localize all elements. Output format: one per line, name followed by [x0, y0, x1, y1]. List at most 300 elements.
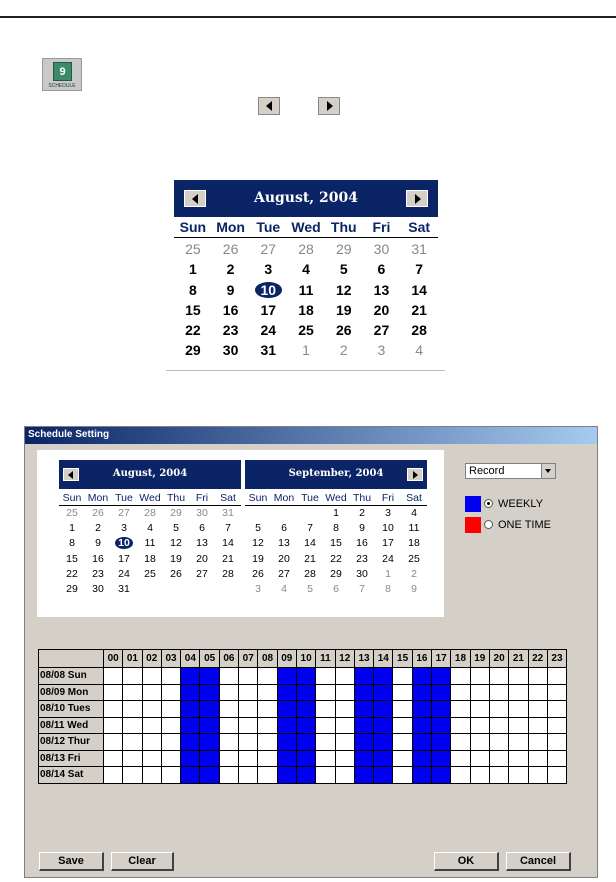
day-cell[interactable]: 2 — [339, 342, 348, 359]
schedule-cell[interactable] — [470, 734, 489, 751]
schedule-cell[interactable] — [547, 767, 566, 784]
schedule-cell[interactable] — [335, 750, 354, 767]
day-cell[interactable]: 16 — [356, 537, 368, 550]
schedule-cell[interactable] — [258, 750, 277, 767]
day-cell[interactable]: 25 — [185, 241, 201, 257]
schedule-cell-active[interactable] — [354, 750, 373, 767]
schedule-cell[interactable] — [451, 668, 470, 685]
schedule-cell[interactable] — [489, 684, 508, 701]
schedule-cell-active[interactable] — [200, 717, 219, 734]
schedule-cell[interactable] — [509, 767, 528, 784]
day-cell[interactable]: 3 — [385, 507, 391, 519]
day-cell[interactable]: 14 — [222, 537, 234, 550]
schedule-cell[interactable] — [161, 750, 180, 767]
schedule-cell[interactable] — [489, 668, 508, 685]
schedule-cell-active[interactable] — [200, 668, 219, 685]
day-cell[interactable]: 12 — [170, 537, 182, 550]
day-cell[interactable]: 26 — [92, 507, 104, 519]
day-cell[interactable]: 29 — [66, 582, 78, 595]
schedule-cell[interactable] — [123, 701, 142, 718]
day-cell[interactable]: 27 — [260, 241, 277, 257]
schedule-cell[interactable] — [123, 668, 142, 685]
schedule-cell[interactable] — [547, 668, 566, 685]
day-cell[interactable]: 23 — [92, 567, 104, 580]
schedule-cell[interactable] — [258, 717, 277, 734]
day-cell[interactable]: 25 — [408, 552, 420, 565]
schedule-cell[interactable] — [239, 668, 258, 685]
day-cell[interactable]: 2 — [359, 507, 365, 519]
day-cell[interactable]: 29 — [330, 567, 342, 580]
schedule-cell-active[interactable] — [181, 701, 200, 718]
day-cell[interactable]: 24 — [118, 567, 130, 580]
schedule-cell[interactable] — [393, 717, 412, 734]
schedule-cell-active[interactable] — [181, 668, 200, 685]
day-cell[interactable]: 20 — [196, 552, 208, 565]
schedule-cell[interactable] — [219, 750, 238, 767]
schedule-cell-active[interactable] — [277, 734, 296, 751]
schedule-cell[interactable] — [161, 734, 180, 751]
schedule-cell-active[interactable] — [181, 750, 200, 767]
day-cell[interactable]: 17 — [382, 537, 394, 550]
schedule-cell[interactable] — [258, 734, 277, 751]
schedule-cell-active[interactable] — [432, 734, 451, 751]
schedule-cell-active[interactable] — [412, 701, 431, 718]
schedule-cell[interactable] — [104, 767, 123, 784]
schedule-cell[interactable] — [489, 750, 508, 767]
clear-button[interactable]: Clear — [111, 852, 174, 871]
day-cell[interactable]: 31 — [260, 342, 277, 359]
day-cell[interactable]: 5 — [255, 522, 261, 535]
day-cell[interactable]: 23 — [222, 322, 239, 339]
schedule-cell-active[interactable] — [181, 767, 200, 784]
schedule-cell[interactable] — [142, 684, 161, 701]
schedule-cell-active[interactable] — [277, 767, 296, 784]
day-cell[interactable]: 1 — [385, 567, 391, 580]
day-cell[interactable]: 25 — [298, 322, 314, 339]
schedule-cell[interactable] — [123, 750, 142, 767]
schedule-cell[interactable] — [528, 767, 547, 784]
schedule-cell[interactable] — [123, 767, 142, 784]
day-cell[interactable]: 4 — [415, 342, 424, 359]
schedule-cell[interactable] — [470, 684, 489, 701]
schedule-cell-active[interactable] — [374, 684, 393, 701]
schedule-cell[interactable] — [451, 684, 470, 701]
day-cell[interactable]: 14 — [411, 281, 427, 298]
schedule-cell[interactable] — [239, 684, 258, 701]
day-cell[interactable]: 4 — [147, 522, 153, 535]
day-cell[interactable]: 26 — [252, 567, 264, 580]
day-cell[interactable]: 28 — [304, 567, 316, 580]
day-cell[interactable]: 23 — [356, 552, 368, 565]
schedule-cell-active[interactable] — [374, 701, 393, 718]
day-cell[interactable]: 25 — [144, 567, 156, 580]
schedule-cell-active[interactable] — [412, 750, 431, 767]
schedule-cell[interactable] — [547, 717, 566, 734]
schedule-cell[interactable] — [258, 668, 277, 685]
schedule-cell-active[interactable] — [374, 717, 393, 734]
schedule-cell[interactable] — [239, 701, 258, 718]
schedule-cell[interactable] — [239, 750, 258, 767]
ok-button[interactable]: OK — [434, 852, 499, 871]
day-cell[interactable]: 17 — [118, 552, 130, 565]
day-cell[interactable]: 19 — [170, 552, 182, 565]
schedule-cell[interactable] — [104, 750, 123, 767]
schedule-cell[interactable] — [470, 750, 489, 767]
schedule-cell[interactable] — [219, 734, 238, 751]
schedule-cell[interactable] — [528, 734, 547, 751]
day-cell[interactable]: 24 — [260, 322, 277, 339]
schedule-cell[interactable] — [142, 750, 161, 767]
day-cell[interactable]: 7 — [307, 522, 313, 535]
schedule-cell[interactable] — [316, 767, 335, 784]
schedule-cell-active[interactable] — [412, 767, 431, 784]
schedule-cell-active[interactable] — [412, 684, 431, 701]
schedule-cell[interactable] — [509, 717, 528, 734]
day-cell[interactable]: 12 — [252, 537, 264, 550]
schedule-cell-active[interactable] — [181, 717, 200, 734]
day-cell[interactable]: 30 — [356, 567, 368, 580]
schedule-cell-active[interactable] — [296, 668, 315, 685]
schedule-cell[interactable] — [219, 668, 238, 685]
schedule-cell[interactable] — [104, 684, 123, 701]
schedule-cell[interactable] — [316, 717, 335, 734]
day-cell[interactable]: 12 — [335, 281, 352, 298]
day-cell[interactable]: 31 — [222, 507, 234, 519]
schedule-cell[interactable] — [142, 734, 161, 751]
day-cell[interactable]: 10 — [382, 522, 394, 535]
cancel-button[interactable]: Cancel — [506, 852, 571, 871]
schedule-cell[interactable] — [335, 767, 354, 784]
schedule-cell-active[interactable] — [277, 684, 296, 701]
schedule-cell-active[interactable] — [277, 750, 296, 767]
schedule-cell[interactable] — [219, 767, 238, 784]
schedule-cell[interactable] — [451, 701, 470, 718]
schedule-cell-active[interactable] — [354, 684, 373, 701]
weekly-radio[interactable] — [484, 499, 493, 508]
day-cell[interactable]: 17 — [260, 301, 277, 318]
day-cell[interactable]: 24 — [382, 552, 394, 565]
schedule-cell[interactable] — [509, 684, 528, 701]
schedule-cell[interactable] — [528, 750, 547, 767]
day-cell[interactable]: 7 — [359, 582, 365, 595]
chevron-down-icon[interactable] — [541, 464, 555, 478]
day-cell[interactable]: 18 — [298, 301, 314, 318]
day-cell[interactable]: 4 — [302, 261, 310, 278]
day-cell[interactable]: 22 — [185, 322, 201, 339]
schedule-cell-active[interactable] — [200, 750, 219, 767]
day-cell[interactable]: 28 — [411, 322, 427, 339]
day-cell[interactable]: 15 — [185, 301, 201, 318]
day-cell[interactable]: 1 — [302, 342, 310, 359]
schedule-cell[interactable] — [393, 684, 412, 701]
mode-select[interactable] — [465, 463, 556, 479]
schedule-cell-active[interactable] — [354, 668, 373, 685]
schedule-cell-active[interactable] — [200, 701, 219, 718]
schedule-cell[interactable] — [316, 734, 335, 751]
day-cell[interactable]: 2 — [95, 522, 101, 535]
schedule-cell[interactable] — [316, 750, 335, 767]
schedule-cell[interactable] — [509, 668, 528, 685]
day-cell[interactable]: 8 — [188, 281, 197, 298]
day-cell[interactable]: 5 — [307, 582, 313, 595]
day-cell[interactable]: 3 — [264, 261, 273, 278]
day-cell[interactable]: 4 — [281, 582, 287, 595]
schedule-cell-active[interactable] — [432, 684, 451, 701]
schedule-cell[interactable] — [470, 668, 489, 685]
schedule-cell[interactable] — [393, 767, 412, 784]
day-cell[interactable]: 29 — [170, 507, 182, 519]
schedule-cell-active[interactable] — [432, 701, 451, 718]
day-cell[interactable]: 7 — [415, 261, 424, 278]
schedule-cell[interactable] — [123, 717, 142, 734]
day-cell[interactable]: 11 — [298, 281, 314, 298]
day-cell[interactable]: 18 — [408, 537, 420, 550]
schedule-cell-active[interactable] — [412, 668, 431, 685]
schedule-cell[interactable] — [104, 717, 123, 734]
schedule-cell-active[interactable] — [200, 767, 219, 784]
month-next-button[interactable] — [407, 468, 423, 481]
day-cell[interactable]: 7 — [225, 522, 231, 535]
schedule-cell[interactable] — [509, 734, 528, 751]
schedule-cell[interactable] — [489, 767, 508, 784]
schedule-cell[interactable] — [161, 767, 180, 784]
day-cell[interactable]: 9 — [359, 522, 365, 535]
schedule-cell[interactable] — [239, 717, 258, 734]
selected-day[interactable]: 10 — [249, 280, 287, 300]
schedule-cell[interactable] — [142, 767, 161, 784]
schedule-cell[interactable] — [335, 684, 354, 701]
day-cell[interactable]: 5 — [339, 261, 348, 278]
day-cell[interactable]: 6 — [281, 522, 287, 535]
schedule-cell[interactable] — [509, 750, 528, 767]
schedule-cell[interactable] — [161, 668, 180, 685]
schedule-cell[interactable] — [509, 701, 528, 718]
day-cell[interactable]: 30 — [222, 342, 239, 359]
schedule-cell[interactable] — [142, 668, 161, 685]
day-cell[interactable]: 28 — [144, 507, 156, 519]
day-cell[interactable]: 22 — [330, 552, 342, 565]
schedule-cell[interactable] — [393, 750, 412, 767]
day-cell[interactable]: 5 — [173, 522, 179, 535]
day-cell[interactable]: 27 — [118, 507, 130, 519]
day-cell[interactable]: 27 — [278, 567, 290, 580]
prev-arrow-icon[interactable] — [258, 97, 280, 115]
day-cell[interactable]: 30 — [92, 582, 104, 595]
day-cell[interactable]: 27 — [196, 567, 208, 580]
schedule-cell[interactable] — [528, 701, 547, 718]
schedule-cell[interactable] — [547, 734, 566, 751]
day-cell[interactable]: 31 — [411, 241, 427, 257]
day-cell[interactable]: 26 — [335, 322, 352, 339]
schedule-cell-active[interactable] — [296, 684, 315, 701]
schedule-cell[interactable] — [104, 701, 123, 718]
day-cell[interactable]: 6 — [377, 261, 386, 278]
schedule-cell[interactable] — [219, 701, 238, 718]
schedule-cell[interactable] — [219, 717, 238, 734]
schedule-cell-active[interactable] — [181, 684, 200, 701]
schedule-cell-active[interactable] — [296, 717, 315, 734]
schedule-cell-active[interactable] — [412, 717, 431, 734]
day-cell[interactable]: 26 — [222, 241, 239, 257]
day-cell[interactable]: 15 — [66, 552, 78, 565]
schedule-cell[interactable] — [451, 734, 470, 751]
day-cell[interactable]: 8 — [385, 582, 391, 595]
day-cell[interactable]: 4 — [411, 507, 417, 519]
schedule-cell[interactable] — [219, 684, 238, 701]
next-arrow-icon[interactable] — [318, 97, 340, 115]
day-cell[interactable]: 2 — [411, 567, 417, 580]
one-time-option[interactable] — [465, 517, 616, 534]
schedule-cell-active[interactable] — [432, 750, 451, 767]
day-cell[interactable]: 21 — [304, 552, 316, 565]
schedule-cell[interactable] — [335, 717, 354, 734]
day-cell[interactable]: 26 — [170, 567, 182, 580]
schedule-cell-active[interactable] — [374, 767, 393, 784]
schedule-cell[interactable] — [258, 767, 277, 784]
day-cell[interactable]: 9 — [226, 281, 235, 298]
day-cell[interactable]: 1 — [188, 261, 197, 278]
schedule-cell[interactable] — [451, 750, 470, 767]
schedule-cell[interactable] — [316, 701, 335, 718]
schedule-cell[interactable] — [161, 717, 180, 734]
day-cell[interactable]: 3 — [377, 342, 386, 359]
schedule-cell[interactable] — [393, 734, 412, 751]
schedule-cell-active[interactable] — [354, 717, 373, 734]
day-cell[interactable]: 30 — [373, 241, 390, 257]
big-calendar-next-button[interactable] — [406, 190, 428, 207]
schedule-cell[interactable] — [258, 684, 277, 701]
day-cell[interactable]: 22 — [66, 567, 78, 580]
day-cell[interactable]: 19 — [252, 552, 264, 565]
day-cell[interactable]: 6 — [199, 522, 205, 535]
schedule-cell-active[interactable] — [374, 750, 393, 767]
day-cell[interactable]: 3 — [255, 582, 261, 595]
day-cell[interactable]: 3 — [121, 522, 127, 535]
one-time-radio[interactable] — [484, 520, 493, 529]
day-cell[interactable]: 18 — [144, 552, 156, 565]
schedule-cell[interactable] — [470, 701, 489, 718]
day-cell[interactable]: 13 — [373, 281, 390, 298]
day-cell[interactable]: 20 — [278, 552, 290, 565]
schedule-cell[interactable] — [528, 684, 547, 701]
schedule-cell[interactable] — [161, 684, 180, 701]
day-cell[interactable]: 1 — [69, 522, 75, 535]
day-cell[interactable]: 9 — [95, 537, 101, 550]
schedule-cell-active[interactable] — [354, 701, 373, 718]
schedule-cell-active[interactable] — [200, 684, 219, 701]
selected-day[interactable]: 10 — [111, 536, 137, 551]
schedule-cell[interactable] — [470, 767, 489, 784]
schedule-cell[interactable] — [528, 717, 547, 734]
day-cell[interactable]: 21 — [222, 552, 234, 565]
day-cell[interactable]: 20 — [373, 301, 390, 318]
schedule-cell[interactable] — [547, 750, 566, 767]
schedule-cell[interactable] — [335, 701, 354, 718]
day-cell[interactable]: 8 — [333, 522, 339, 535]
schedule-cell[interactable] — [547, 701, 566, 718]
day-cell[interactable]: 29 — [185, 342, 201, 359]
schedule-icon[interactable] — [42, 58, 82, 91]
day-cell[interactable]: 8 — [69, 537, 75, 550]
day-cell[interactable]: 13 — [278, 537, 290, 550]
schedule-cell[interactable] — [528, 668, 547, 685]
schedule-cell[interactable] — [316, 684, 335, 701]
day-cell[interactable]: 9 — [411, 582, 417, 595]
schedule-cell-active[interactable] — [354, 734, 373, 751]
day-cell[interactable]: 19 — [335, 301, 352, 318]
schedule-cell[interactable] — [316, 668, 335, 685]
day-cell[interactable]: 29 — [335, 241, 352, 257]
day-cell[interactable]: 16 — [92, 552, 104, 565]
day-cell[interactable]: 28 — [222, 567, 234, 580]
schedule-cell[interactable] — [489, 717, 508, 734]
schedule-cell-active[interactable] — [432, 717, 451, 734]
day-cell[interactable]: 30 — [196, 507, 208, 519]
schedule-cell-active[interactable] — [181, 734, 200, 751]
save-button[interactable]: Save — [39, 852, 104, 871]
schedule-cell-active[interactable] — [432, 767, 451, 784]
schedule-cell-active[interactable] — [296, 701, 315, 718]
day-cell[interactable]: 27 — [373, 322, 390, 339]
schedule-cell[interactable] — [142, 701, 161, 718]
schedule-cell[interactable] — [123, 684, 142, 701]
schedule-cell-active[interactable] — [432, 668, 451, 685]
day-cell[interactable]: 1 — [333, 507, 339, 519]
schedule-cell[interactable] — [451, 767, 470, 784]
schedule-cell-active[interactable] — [412, 734, 431, 751]
schedule-cell[interactable] — [258, 701, 277, 718]
schedule-cell[interactable] — [104, 668, 123, 685]
schedule-cell[interactable] — [239, 767, 258, 784]
schedule-cell[interactable] — [239, 734, 258, 751]
day-cell[interactable]: 11 — [144, 537, 156, 550]
schedule-cell-active[interactable] — [277, 701, 296, 718]
schedule-cell-active[interactable] — [374, 668, 393, 685]
day-cell[interactable]: 16 — [222, 301, 239, 318]
schedule-cell-active[interactable] — [296, 767, 315, 784]
weekly-option[interactable] — [465, 496, 616, 513]
day-cell[interactable]: 11 — [408, 522, 420, 535]
schedule-cell-active[interactable] — [277, 717, 296, 734]
schedule-cell-active[interactable] — [277, 668, 296, 685]
schedule-cell[interactable] — [393, 668, 412, 685]
day-cell[interactable]: 2 — [226, 261, 235, 278]
schedule-cell-active[interactable] — [296, 734, 315, 751]
schedule-cell-active[interactable] — [200, 734, 219, 751]
day-cell[interactable]: 31 — [118, 582, 130, 595]
schedule-cell[interactable] — [451, 717, 470, 734]
schedule-cell[interactable] — [489, 701, 508, 718]
schedule-cell[interactable] — [161, 701, 180, 718]
day-cell[interactable]: 25 — [66, 507, 78, 519]
schedule-cell-active[interactable] — [374, 734, 393, 751]
day-cell[interactable]: 15 — [330, 537, 342, 550]
day-cell[interactable]: 6 — [333, 582, 339, 595]
schedule-cell[interactable] — [547, 684, 566, 701]
schedule-cell-active[interactable] — [296, 750, 315, 767]
day-cell[interactable]: 14 — [304, 537, 316, 550]
schedule-cell[interactable] — [142, 717, 161, 734]
schedule-cell[interactable] — [489, 734, 508, 751]
day-cell[interactable]: 21 — [411, 301, 427, 318]
schedule-cell[interactable] — [123, 734, 142, 751]
schedule-cell[interactable] — [335, 734, 354, 751]
day-cell[interactable]: 13 — [196, 537, 208, 550]
day-cell[interactable]: 28 — [298, 241, 314, 257]
schedule-cell[interactable] — [393, 701, 412, 718]
schedule-cell[interactable] — [104, 734, 123, 751]
schedule-cell[interactable] — [470, 717, 489, 734]
